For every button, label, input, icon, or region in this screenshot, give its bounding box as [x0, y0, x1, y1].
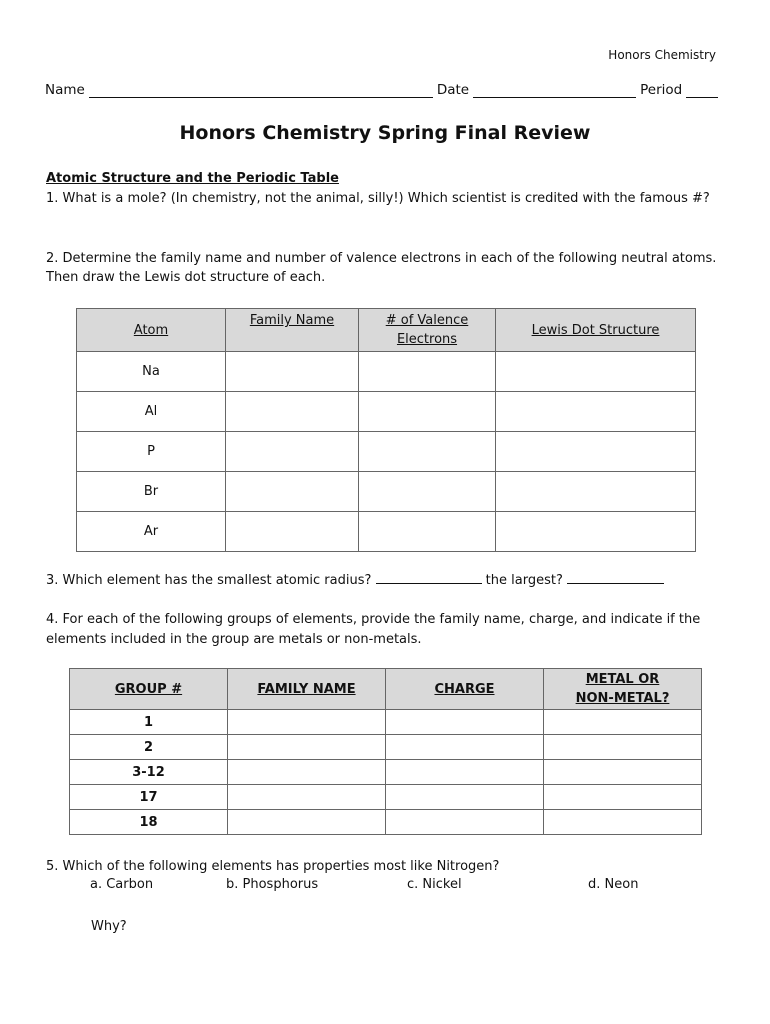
question-4-line-1: 4. For each of the following groups of elements, provide the family name, charge, and indicate if the: [46, 612, 701, 627]
answer-cell[interactable]: [544, 760, 702, 785]
table-row: [70, 710, 702, 735]
header-charge: CHARGE: [386, 669, 544, 710]
answer-cell[interactable]: [496, 392, 696, 432]
atom-cell: Ar: [77, 512, 226, 552]
answer-cell[interactable]: [544, 710, 702, 735]
header-family-name: Family Name: [226, 309, 359, 352]
table-row: [70, 735, 702, 760]
header-valence-electrons: # of Valence Electrons: [359, 309, 496, 352]
atoms-table: [76, 308, 696, 552]
answer-cell[interactable]: [359, 432, 496, 472]
question-2-line-2: Then draw the Lewis dot structure of each.: [46, 270, 326, 285]
answer-cell[interactable]: [226, 432, 359, 472]
answer-cell[interactable]: [359, 472, 496, 512]
header-lewis-dot: Lewis Dot Structure: [496, 309, 696, 352]
question-3: [46, 571, 664, 591]
table-row: [77, 512, 696, 552]
smallest-radius-blank[interactable]: [376, 571, 482, 584]
answer-cell[interactable]: [226, 352, 359, 392]
atom-cell: Br: [77, 472, 226, 512]
table-row: [70, 810, 702, 835]
student-info-line: [45, 82, 723, 98]
section-heading: Atomic Structure and the Periodic Table: [46, 171, 339, 186]
choice-a[interactable]: a. Carbon: [90, 877, 154, 892]
table-row: [77, 472, 696, 512]
answer-cell[interactable]: [228, 735, 386, 760]
period-field[interactable]: [686, 84, 718, 98]
table-row: [77, 432, 696, 472]
answer-cell[interactable]: [359, 512, 496, 552]
answer-cell[interactable]: [228, 785, 386, 810]
question-4-line-2: elements included in the group are metals or non-metals.: [46, 632, 422, 647]
answer-cell[interactable]: [544, 785, 702, 810]
largest-radius-blank[interactable]: [567, 571, 664, 584]
choice-c[interactable]: c. Nickel: [407, 877, 462, 892]
answer-cell[interactable]: [386, 710, 544, 735]
question-1: 1. What is a mole? (In chemistry, not the animal, silly!) Which scientist is credited with the famous #?: [46, 191, 710, 206]
header-metal-or-nonmetal: METAL OR NON-METAL?: [544, 669, 702, 710]
period-label: Period: [640, 82, 683, 98]
atom-cell: Al: [77, 392, 226, 432]
answer-cell[interactable]: [386, 735, 544, 760]
answer-cell[interactable]: [496, 472, 696, 512]
answer-cell[interactable]: [228, 760, 386, 785]
group-cell: 17: [70, 785, 228, 810]
answer-cell[interactable]: [228, 710, 386, 735]
question-3-part-1: 3. Which element has the smallest atomic radius?: [46, 573, 372, 588]
answer-cell[interactable]: [544, 810, 702, 835]
answer-cell[interactable]: [359, 392, 496, 432]
header-group-number: GROUP #: [70, 669, 228, 710]
answer-cell[interactable]: [544, 735, 702, 760]
answer-cell[interactable]: [386, 785, 544, 810]
answer-cell[interactable]: [496, 512, 696, 552]
answer-cell[interactable]: [386, 760, 544, 785]
header-family-name: FAMILY NAME: [228, 669, 386, 710]
choice-b[interactable]: b. Phosphorus: [226, 877, 319, 892]
group-cell: 18: [70, 810, 228, 835]
group-cell: 2: [70, 735, 228, 760]
choice-d[interactable]: d. Neon: [588, 877, 639, 892]
table-row: [70, 785, 702, 810]
atom-cell: Na: [77, 352, 226, 392]
name-label: Name: [45, 82, 85, 98]
table-row: [77, 352, 696, 392]
page-title: Honors Chemistry Spring Final Review: [179, 122, 591, 144]
why-prompt: Why?: [91, 919, 127, 934]
date-field[interactable]: [473, 84, 636, 98]
group-cell: 1: [70, 710, 228, 735]
answer-cell[interactable]: [226, 392, 359, 432]
answer-cell[interactable]: [496, 352, 696, 392]
group-cell: 3-12: [70, 760, 228, 785]
answer-cell[interactable]: [386, 810, 544, 835]
question-5: 5. Which of the following elements has properties most like Nitrogen?: [46, 859, 500, 874]
name-field[interactable]: [89, 84, 433, 98]
header-atom: Atom: [77, 309, 226, 352]
answer-cell[interactable]: [228, 810, 386, 835]
question-2-line-1: 2. Determine the family name and number of valence electrons in each of the following neutral atoms.: [46, 251, 717, 266]
table-row: [70, 760, 702, 785]
table-row: [77, 392, 696, 432]
groups-table: [69, 668, 702, 835]
answer-cell[interactable]: [226, 512, 359, 552]
answer-cell[interactable]: [226, 472, 359, 512]
header-course: Honors Chemistry: [608, 48, 716, 62]
question-3-part-2: the largest?: [485, 573, 563, 588]
atom-cell: P: [77, 432, 226, 472]
answer-cell[interactable]: [496, 432, 696, 472]
date-label: Date: [436, 82, 470, 98]
answer-cell[interactable]: [359, 352, 496, 392]
